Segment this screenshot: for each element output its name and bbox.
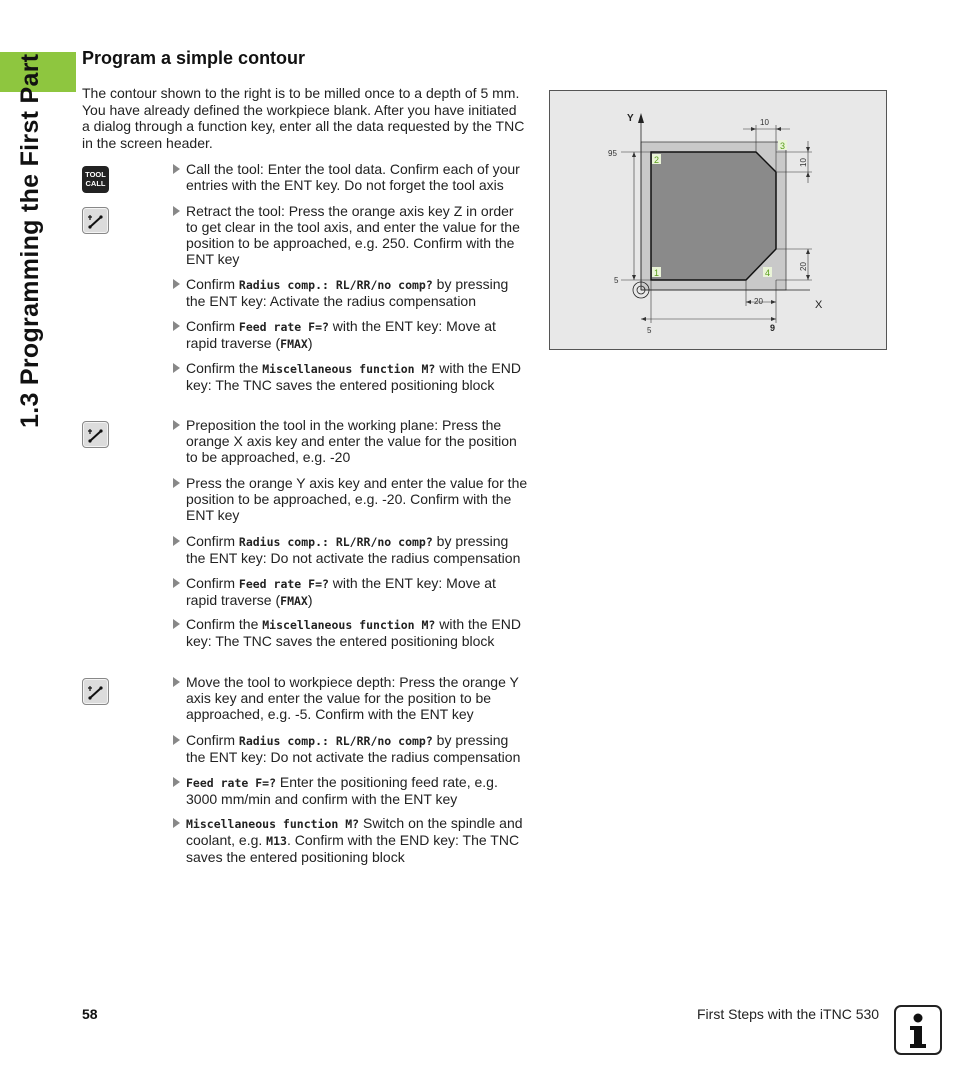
step — [172, 575, 528, 609]
dim-x-5: 5 — [647, 326, 652, 335]
step-text: Switch on the spindle and coolant, e.g. — [186, 815, 523, 848]
step-text: Enter the positioning feed rate, e.g. 3000 mm/min and confirm with the ENT key — [186, 774, 498, 807]
dialog-prompt: Miscellaneous function M? — [262, 618, 436, 632]
bullet-arrow-icon — [173, 321, 180, 331]
dim-x-95: 9 — [770, 323, 776, 333]
dialog-prompt: FMAX — [280, 594, 308, 608]
dialog-prompt: Radius comp.: RL/RR/no comp? — [238, 278, 433, 292]
step-text: . Confirm with the END key: The TNC saves the entered positioning block — [186, 832, 520, 865]
step-text: by pressing the ENT key: Do not activate the radius compensation — [186, 732, 521, 765]
point-label-1: 1 — [654, 268, 660, 278]
bullet-arrow-icon — [173, 536, 180, 546]
bullet-arrow-icon — [173, 578, 180, 588]
page-number: 58 — [82, 1006, 98, 1022]
dialog-prompt: Feed rate F=? — [238, 577, 329, 591]
step-text: Move the tool to workpiece depth: Press the orange Y axis key and enter the value for the position to be approached, e.g. -5. Confirm with the ENT key — [186, 674, 519, 722]
dialog-prompt: M13 — [266, 834, 287, 848]
step — [172, 815, 528, 865]
dialog-prompt: Miscellaneous function M? — [186, 817, 360, 831]
step — [172, 203, 528, 267]
point-label-4: 4 — [765, 268, 771, 278]
axis-label-y: Y — [627, 113, 634, 124]
step — [172, 774, 528, 807]
dialog-prompt: Miscellaneous function M? — [262, 362, 436, 376]
dim-top-chamfer: 10 — [760, 118, 769, 127]
bullet-arrow-icon — [173, 363, 180, 373]
step-text: Press the orange Y axis key and enter the value for the position to be approached, e.g. -20. Confirm with the ENT key — [186, 475, 528, 523]
dialog-prompt: Feed rate F=? — [238, 320, 329, 334]
step-text: Preposition the tool in the working plane: Press the orange X axis key and enter the value for the position to be approached, e.g. -20 — [186, 417, 517, 465]
step — [172, 674, 528, 722]
step-text: Confirm — [186, 732, 239, 748]
tool-call-key-icon: TOOL CALL — [82, 166, 109, 193]
linear-move-key-icon — [82, 421, 109, 448]
bullet-arrow-icon — [173, 279, 180, 289]
bullet-arrow-icon — [173, 619, 180, 629]
step — [172, 475, 528, 523]
step-text: Confirm — [186, 533, 239, 549]
footer-title: First Steps with the iTNC 530 — [697, 1006, 880, 1022]
bullet-arrow-icon — [173, 818, 180, 828]
step-text: Call the tool: Enter the tool data. Confirm each of your entries with the ENT key. Do not forget the tool axis — [186, 161, 520, 193]
chapter-title: 1.3 Programming the First Part — [16, 53, 44, 428]
step-text: Confirm the — [186, 616, 263, 632]
step — [172, 161, 528, 193]
dim-right-chamfer: 10 — [799, 158, 808, 167]
step-text: ) — [307, 335, 313, 351]
step — [172, 616, 528, 649]
intro-paragraph: The contour shown to the right is to be milled once to a depth of 5 mm. You have already defined the workpiece blank. After you have initiated a dialog through a function key, enter all the data requested by the TNC in the screen header. — [82, 85, 525, 151]
bullet-arrow-icon — [173, 164, 180, 174]
bullet-arrow-icon — [173, 735, 180, 745]
dim-y-5: 5 — [614, 276, 619, 285]
step — [172, 276, 528, 309]
step-text: with the ENT key: Move at rapid traverse ( — [186, 318, 496, 351]
contour-shape — [651, 152, 776, 280]
point-label-3: 3 — [780, 141, 786, 151]
axis-label-x: X — [815, 299, 823, 311]
linear-move-key-icon — [82, 678, 109, 705]
linear-move-key-icon — [82, 207, 109, 234]
dim-bottom-chamfer-h: 20 — [754, 297, 763, 306]
point-label-2: 2 — [654, 155, 660, 165]
step-text: with the END key: The TNC saves the entered positioning block — [186, 616, 521, 649]
bullet-arrow-icon — [173, 478, 180, 488]
dialog-prompt: Radius comp.: RL/RR/no comp? — [238, 734, 433, 748]
bullet-arrow-icon — [173, 420, 180, 430]
step-text: ) — [307, 592, 313, 608]
step-text: with the END key: The TNC saves the entered positioning block — [186, 360, 521, 393]
step-text: Confirm — [186, 276, 239, 292]
step-text: Confirm the — [186, 360, 263, 376]
bullet-arrow-icon — [173, 777, 180, 787]
step-text: by pressing the ENT key: Do not activate the radius compensation — [186, 533, 521, 566]
bullet-arrow-icon — [173, 677, 180, 687]
step — [172, 360, 528, 393]
section-title: Program a simple contour — [82, 48, 306, 68]
dialog-prompt: FMAX — [280, 337, 308, 351]
step — [172, 417, 528, 465]
dim-bottom-chamfer-v: 20 — [799, 262, 808, 271]
dialog-prompt: Feed rate F=? — [186, 776, 277, 790]
step-text: Retract the tool: Press the orange axis key Z in order to get clear in the tool axis, and enter the value for the position to be approached, e.g. 250. Confirm with the ENT key — [186, 203, 520, 267]
step-text: with the ENT key: Move at rapid traverse ( — [186, 575, 496, 608]
info-icon — [894, 1005, 942, 1055]
bullet-arrow-icon — [173, 206, 180, 216]
step — [172, 318, 528, 352]
step — [172, 732, 528, 765]
step — [172, 533, 528, 566]
step-text: Confirm — [186, 318, 239, 334]
step-text: by pressing the ENT key: Activate the radius compensation — [186, 276, 509, 309]
step-text: Confirm — [186, 575, 239, 591]
dialog-prompt: Radius comp.: RL/RR/no comp? — [238, 535, 433, 549]
dim-y-95: 95 — [608, 149, 617, 158]
contour-figure — [549, 90, 887, 350]
